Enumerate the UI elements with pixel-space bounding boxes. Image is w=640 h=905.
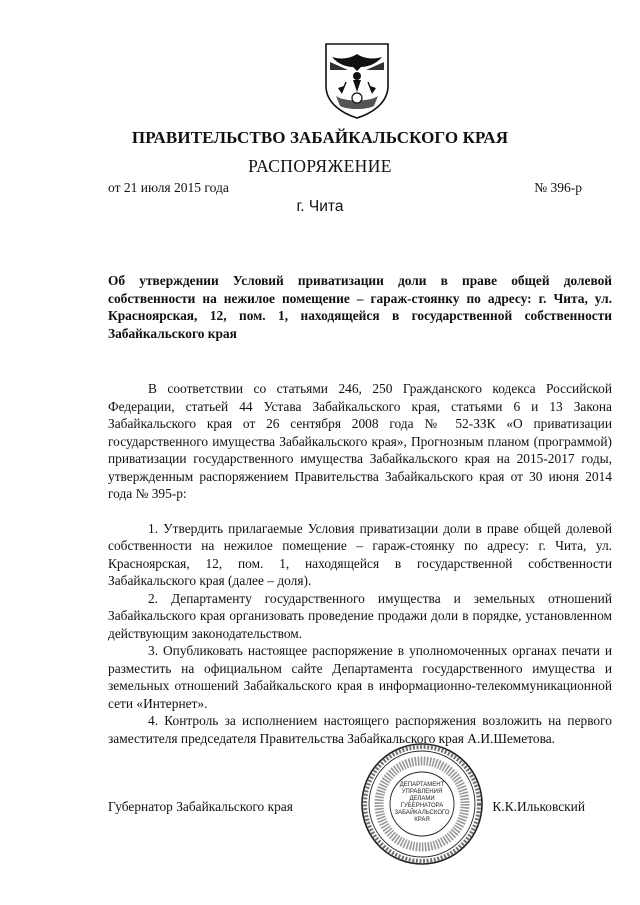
document-type: РАСПОРЯЖЕНИЕ — [248, 156, 392, 176]
body-item-3: 3. Опубликовать настоящее распоряжение в уполномоченных органах печати и разместить на официальном сайте Департамента государственного имущества и земельных отношений Забайкальского края в информационно-телекоммуникационной сети «Интернет». — [108, 643, 612, 711]
body-preamble: В соответствии со статьями 246, 250 Гражданского кодекса Российской Федерации, статьей 44 Устава Забайкальского края, статьями 6 и 13 Закона Забайкальского края от 26 сентября 2008 года № 52-ЗЗК «О приватизации государственного имущества Забайкальского края», Прогнозным планом (программой) приватизации государственного имущества Забайкальского края на 2015-2017 годы, утвержденным распоряжением Правительства Забайкальского края от 30 июня 2014 года № 395-р: — [108, 381, 612, 501]
document-date: от 21 июля 2015 года — [108, 180, 229, 195]
document-body — [108, 380, 612, 747]
body-item-4: 4. Контроль за исполнением настоящего распоряжения возложить на первого заместителя председателя Правительства Забайкальского края А.И.Шеметова. — [108, 713, 612, 746]
signatory-name: К.К.Ильковский — [492, 799, 585, 814]
body-item-2: 2. Департаменту государственного имущества и земельных отношений Забайкальского края организовать проведение продажи доли в порядке, установленном действующим законодательством. — [108, 590, 612, 641]
document-city: г. Чита — [296, 198, 344, 215]
signatory-position: Губернатор Забайкальского края — [108, 799, 293, 814]
document-number: № 396-р — [534, 180, 582, 195]
government-title: ПРАВИТЕЛЬСТВО ЗАБАЙКАЛЬСКОГО КРАЯ — [131, 128, 509, 147]
stamp-center-text: ДЕПАРТАМЕНТ УПРАВЛЕНИЯ ДЕЛАМИ ГУБЕРНАТОРА ЗАБАЙКАЛЬСКОГО КРАЯ — [394, 782, 450, 823]
body-item-1: 1. Утвердить прилагаемые Условия приватизации доли в праве общей долевой собственности на нежилое помещение – гараж-стоянку по адресу: г. Чита, ул. Красноярская, 12, пом. 1, находящейся в государственной собственности Забайкальского края (далее – доля). — [108, 520, 612, 588]
document-subject: Об утверждении Условий приватизации доли в праве общей долевой собственности на нежилое помещение – гараж-стоянку по адресу: г. Чита, ул. Красноярская, 12, пом. 1, находящейся в государственной собственности Забайкальского края — [108, 273, 612, 341]
coat-of-arms-emblem — [318, 40, 396, 120]
